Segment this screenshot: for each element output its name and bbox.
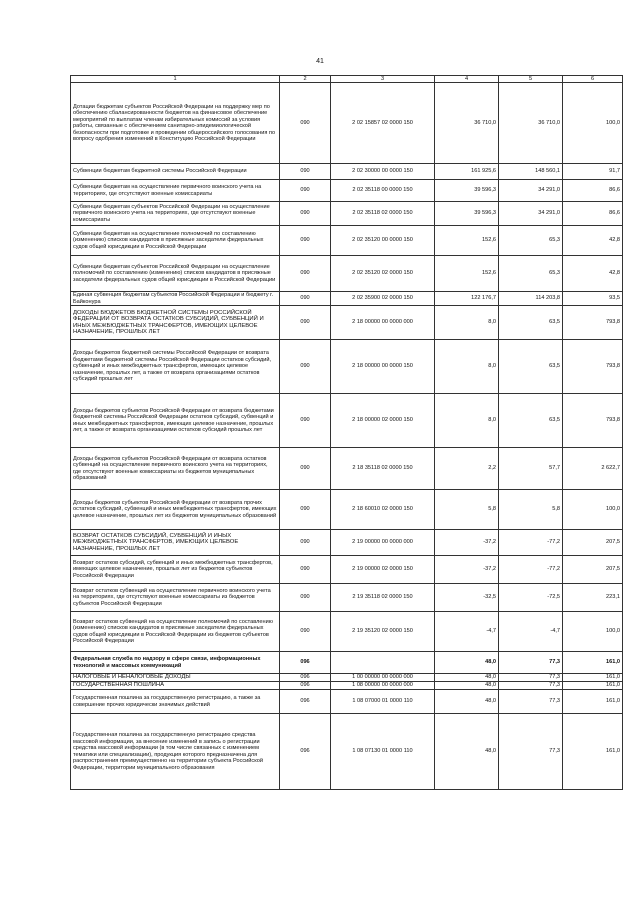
admin-code-cell: 090 bbox=[280, 394, 331, 448]
budget-code-cell: 1 08 07130 01 0000 110 bbox=[331, 714, 435, 790]
percent-cell: 91,7 bbox=[563, 164, 623, 180]
admin-code-cell: 096 bbox=[280, 714, 331, 790]
actual-amount-cell: 34 291,0 bbox=[499, 202, 563, 226]
admin-code-cell: 096 bbox=[280, 690, 331, 714]
row-name-cell: Дотации бюджетам субъектов Российской Федерации на поддержку мер по обеспечению сбалансированности бюджетов на финансовое обеспечение мероприятий по выплатам членам избирательных комиссий за условия работы, связанные с обеспечением санитарно-эпидемиологической безопасности при подготовке и проведении общероссийского голосования по вопросу одобрения изменений в Конституцию Российской Федерации bbox=[71, 83, 280, 164]
actual-amount-cell: 77,3 bbox=[499, 714, 563, 790]
table-row bbox=[71, 394, 623, 448]
budget-code-cell: 2 02 15857 02 0000 150 bbox=[331, 83, 435, 164]
plan-amount-cell: -32,5 bbox=[435, 584, 499, 612]
row-name-cell: Возврат остатков субсидий, субвенций и иных межбюджетных трансфертов, имеющих целевое назначение, прошлых лет из бюджетов субъектов Российской Федерации bbox=[71, 556, 280, 584]
admin-code-cell: 096 bbox=[280, 674, 331, 682]
row-name-cell: Доходы бюджетов субъектов Российской Федерации от возврата прочих остатков субсидий, субвенций и иных межбюджетных трансфертов, имеющих целевое назначение, прошлых лет из бюджетов муниципальных образований bbox=[71, 490, 280, 530]
plan-amount-cell: 36 710,0 bbox=[435, 83, 499, 164]
percent-cell: 2 622,7 bbox=[563, 448, 623, 490]
row-name-cell: Доходы бюджетов субъектов Российской Федерации от возврата остатков субвенций на осуществление первичного воинского учета на территориях, где отсутствуют военные комиссариаты из бюджетов муниципальных образований bbox=[71, 448, 280, 490]
percent-cell: 207,5 bbox=[563, 530, 623, 556]
admin-code-cell: 090 bbox=[280, 530, 331, 556]
table-row bbox=[71, 292, 623, 306]
budget-code-cell: 1 00 00000 00 0000 000 bbox=[331, 674, 435, 682]
percent-cell: 207,5 bbox=[563, 556, 623, 584]
actual-amount-cell: -77,2 bbox=[499, 530, 563, 556]
table-row bbox=[71, 83, 623, 164]
table-row bbox=[71, 340, 623, 394]
budget-code-cell: 2 18 00000 00 0000 150 bbox=[331, 340, 435, 394]
budget-code-cell: 2 02 35118 02 0000 150 bbox=[331, 202, 435, 226]
plan-amount-cell: 48,0 bbox=[435, 714, 499, 790]
plan-amount-cell: 8,0 bbox=[435, 340, 499, 394]
percent-cell: 86,6 bbox=[563, 202, 623, 226]
admin-code-cell: 090 bbox=[280, 556, 331, 584]
table-row bbox=[71, 674, 623, 682]
table-row bbox=[71, 530, 623, 556]
table-row bbox=[71, 714, 623, 790]
row-name-cell: Субвенции бюджетам на осуществление полномочий по составлению (изменению) списков кандидатов в присяжные заседатели федеральных судов общей юрисдикции в Российской Федерации bbox=[71, 226, 280, 256]
table-header-row bbox=[71, 76, 623, 83]
row-name-cell: ГОСУДАРСТВЕННАЯ ПОШЛИНА bbox=[71, 682, 280, 690]
header-cell: 4 bbox=[435, 76, 499, 83]
admin-code-cell: 090 bbox=[280, 340, 331, 394]
admin-code-cell: 096 bbox=[280, 682, 331, 690]
budget-code-cell: 2 18 00000 02 0000 150 bbox=[331, 394, 435, 448]
plan-amount-cell: -4,7 bbox=[435, 612, 499, 652]
actual-amount-cell: 63,5 bbox=[499, 306, 563, 340]
budget-code-cell: 2 19 35118 02 0000 150 bbox=[331, 584, 435, 612]
admin-code-cell: 090 bbox=[280, 584, 331, 612]
actual-amount-cell: 65,3 bbox=[499, 226, 563, 256]
percent-cell: 161,0 bbox=[563, 714, 623, 790]
percent-cell: 161,0 bbox=[563, 682, 623, 690]
admin-code-cell: 096 bbox=[280, 652, 331, 674]
admin-code-cell: 090 bbox=[280, 226, 331, 256]
row-name-cell: Доходы бюджетов субъектов Российской Федерации от возврата бюджетами бюджетной системы Российской Федерации остатков субсидий, субвенций и иных межбюджетных трансфертов, имеющих целевое назначение, прошлых лет, а также от возврата организациями остатков субсидий прошлых лет bbox=[71, 394, 280, 448]
budget-code-cell: 2 18 35118 02 0000 150 bbox=[331, 448, 435, 490]
row-name-cell: Субвенции бюджетам бюджетной системы Российской Федерации bbox=[71, 164, 280, 180]
table-row bbox=[71, 584, 623, 612]
percent-cell: 93,5 bbox=[563, 292, 623, 306]
plan-amount-cell: 152,6 bbox=[435, 226, 499, 256]
header-cell: 6 bbox=[563, 76, 623, 83]
actual-amount-cell: 63,5 bbox=[499, 394, 563, 448]
budget-code-cell: 2 19 00000 02 0000 150 bbox=[331, 556, 435, 584]
actual-amount-cell: -77,2 bbox=[499, 556, 563, 584]
plan-amount-cell: 8,0 bbox=[435, 394, 499, 448]
table-row bbox=[71, 164, 623, 180]
plan-amount-cell: 5,8 bbox=[435, 490, 499, 530]
plan-amount-cell: 161 925,6 bbox=[435, 164, 499, 180]
admin-code-cell: 090 bbox=[280, 490, 331, 530]
budget-code-cell: 2 02 30000 00 0000 150 bbox=[331, 164, 435, 180]
table-row bbox=[71, 306, 623, 340]
percent-cell: 100,0 bbox=[563, 83, 623, 164]
plan-amount-cell: -37,2 bbox=[435, 556, 499, 584]
row-name-cell: Государственная пошлина за государственную регистрацию средства массовой информации, за внесение изменений в запись о регистрации средства массовой информации (в том числе связанных с изменением тематики или специализации), продукция которого предназначена для распространения преимущественно на территории субъекта Российской Федерации, территории муниципального образования bbox=[71, 714, 280, 790]
admin-code-cell: 090 bbox=[280, 180, 331, 202]
actual-amount-cell: 77,3 bbox=[499, 682, 563, 690]
row-name-cell: ДОХОДЫ БЮДЖЕТОВ БЮДЖЕТНОЙ СИСТЕМЫ РОССИЙСКОЙ ФЕДЕРАЦИИ ОТ ВОЗВРАТА ОСТАТКОВ СУБСИДИЙ, СУБВЕНЦИЙ И ИНЫХ МЕЖБЮДЖЕТНЫХ ТРАНСФЕРТОВ, ИМЕЮЩИХ ЦЕЛЕВОЕ НАЗНАЧЕНИЕ, ПРОШЛЫХ ЛЕТ bbox=[71, 306, 280, 340]
row-name-cell: Возврат остатков субвенций на осуществление первичного воинского учета на территориях, где отсутствуют военные комиссариаты из бюджетов субъектов Российской Федерации bbox=[71, 584, 280, 612]
budget-code-cell: 2 19 00000 00 0000 000 bbox=[331, 530, 435, 556]
plan-amount-cell: 48,0 bbox=[435, 682, 499, 690]
actual-amount-cell: -72,5 bbox=[499, 584, 563, 612]
admin-code-cell: 090 bbox=[280, 292, 331, 306]
header-cell: 3 bbox=[331, 76, 435, 83]
table-row bbox=[71, 682, 623, 690]
admin-code-cell: 090 bbox=[280, 306, 331, 340]
page-number: 41 bbox=[316, 58, 324, 65]
row-name-cell: Субвенции бюджетам на осуществление первичного воинского учета на территориях, где отсутствуют военные комиссариаты bbox=[71, 180, 280, 202]
plan-amount-cell: 39 596,3 bbox=[435, 180, 499, 202]
budget-code-cell: 1 08 07000 01 0000 110 bbox=[331, 690, 435, 714]
row-name-cell: Возврат остатков субвенций на осуществление полномочий по составлению (изменению) списков кандидатов в присяжные заседатели федеральных судов общей юрисдикции в Российской Федерации из бюджетов субъектов Российской Федерации bbox=[71, 612, 280, 652]
plan-amount-cell: 48,0 bbox=[435, 690, 499, 714]
table-row bbox=[71, 652, 623, 674]
percent-cell: 42,8 bbox=[563, 226, 623, 256]
budget-code-cell: 2 02 35118 00 0000 150 bbox=[331, 180, 435, 202]
table-row bbox=[71, 612, 623, 652]
row-name-cell: Федеральная служба по надзору в сфере связи, информационных технологий и массовых коммуникаций bbox=[71, 652, 280, 674]
percent-cell: 161,0 bbox=[563, 652, 623, 674]
table-row bbox=[71, 202, 623, 226]
actual-amount-cell: -4,7 bbox=[499, 612, 563, 652]
row-name-cell: Субвенции бюджетам субъектов Российской Федерации на осуществление полномочий по составлению (изменению) списков кандидатов в присяжные заседатели федеральных судов общей юрисдикции в Российской Федерации bbox=[71, 256, 280, 292]
actual-amount-cell: 114 203,8 bbox=[499, 292, 563, 306]
table-row bbox=[71, 448, 623, 490]
table-row bbox=[71, 556, 623, 584]
admin-code-cell: 090 bbox=[280, 256, 331, 292]
admin-code-cell: 090 bbox=[280, 448, 331, 490]
plan-amount-cell: 39 596,3 bbox=[435, 202, 499, 226]
percent-cell: 793,8 bbox=[563, 340, 623, 394]
actual-amount-cell: 148 560,1 bbox=[499, 164, 563, 180]
plan-amount-cell: 8,0 bbox=[435, 306, 499, 340]
percent-cell: 86,6 bbox=[563, 180, 623, 202]
budget-code-cell bbox=[331, 652, 435, 674]
table-row bbox=[71, 256, 623, 292]
actual-amount-cell: 65,3 bbox=[499, 256, 563, 292]
budget-code-cell: 2 02 35900 02 0000 150 bbox=[331, 292, 435, 306]
actual-amount-cell: 63,5 bbox=[499, 340, 563, 394]
percent-cell: 223,1 bbox=[563, 584, 623, 612]
table-row bbox=[71, 180, 623, 202]
actual-amount-cell: 34 291,0 bbox=[499, 180, 563, 202]
plan-amount-cell: 122 176,7 bbox=[435, 292, 499, 306]
percent-cell: 42,8 bbox=[563, 256, 623, 292]
row-name-cell: ВОЗВРАТ ОСТАТКОВ СУБСИДИЙ, СУБВЕНЦИЙ И ИНЫХ МЕЖБЮДЖЕТНЫХ ТРАНСФЕРТОВ, ИМЕЮЩИХ ЦЕЛЕВОЕ НАЗНАЧЕНИЕ, ПРОШЛЫХ ЛЕТ bbox=[71, 530, 280, 556]
percent-cell: 161,0 bbox=[563, 690, 623, 714]
actual-amount-cell: 36 710,0 bbox=[499, 83, 563, 164]
plan-amount-cell: 152,6 bbox=[435, 256, 499, 292]
admin-code-cell: 090 bbox=[280, 202, 331, 226]
percent-cell: 793,8 bbox=[563, 394, 623, 448]
header-cell: 1 bbox=[71, 76, 280, 83]
admin-code-cell: 090 bbox=[280, 164, 331, 180]
row-name-cell: Государственная пошлина за государственную регистрацию, а также за совершение прочих юридически значимых действий bbox=[71, 690, 280, 714]
header-cell: 2 bbox=[280, 76, 331, 83]
plan-amount-cell: -37,2 bbox=[435, 530, 499, 556]
budget-code-cell: 1 08 00000 00 0000 000 bbox=[331, 682, 435, 690]
admin-code-cell: 090 bbox=[280, 83, 331, 164]
plan-amount-cell: 48,0 bbox=[435, 674, 499, 682]
table-row bbox=[71, 690, 623, 714]
actual-amount-cell: 57,7 bbox=[499, 448, 563, 490]
budget-code-cell: 2 18 60010 02 0000 150 bbox=[331, 490, 435, 530]
revenue-table bbox=[70, 75, 623, 790]
budget-code-cell: 2 02 35120 02 0000 150 bbox=[331, 256, 435, 292]
budget-code-cell: 2 19 35120 02 0000 150 bbox=[331, 612, 435, 652]
percent-cell: 100,0 bbox=[563, 612, 623, 652]
plan-amount-cell: 48,0 bbox=[435, 652, 499, 674]
plan-amount-cell: 2,2 bbox=[435, 448, 499, 490]
row-name-cell: НАЛОГОВЫЕ И НЕНАЛОГОВЫЕ ДОХОДЫ bbox=[71, 674, 280, 682]
row-name-cell: Единая субвенция бюджетам субъектов Российской Федерации и бюджету г. Байконура bbox=[71, 292, 280, 306]
actual-amount-cell: 5,8 bbox=[499, 490, 563, 530]
percent-cell: 100,0 bbox=[563, 490, 623, 530]
actual-amount-cell: 77,3 bbox=[499, 690, 563, 714]
budget-code-cell: 2 18 00000 00 0000 000 bbox=[331, 306, 435, 340]
admin-code-cell: 090 bbox=[280, 612, 331, 652]
row-name-cell: Доходы бюджетов бюджетной системы Российской Федерации от возврата бюджетами бюджетной системы Российской Федерации остатков субсидий, субвенций и иных межбюджетных трансфертов, имеющих целевое назначение, прошлых лет, а также от возврата организациями остатков субсидий прошлых лет bbox=[71, 340, 280, 394]
percent-cell: 161,0 bbox=[563, 674, 623, 682]
table-row bbox=[71, 226, 623, 256]
table-row bbox=[71, 490, 623, 530]
row-name-cell: Субвенции бюджетам субъектов Российской Федерации на осуществление первичного воинского учета на территориях, где отсутствуют военные комиссариаты bbox=[71, 202, 280, 226]
budget-code-cell: 2 02 35120 00 0000 150 bbox=[331, 226, 435, 256]
percent-cell: 793,8 bbox=[563, 306, 623, 340]
header-cell: 5 bbox=[499, 76, 563, 83]
actual-amount-cell: 77,3 bbox=[499, 652, 563, 674]
actual-amount-cell: 77,3 bbox=[499, 674, 563, 682]
